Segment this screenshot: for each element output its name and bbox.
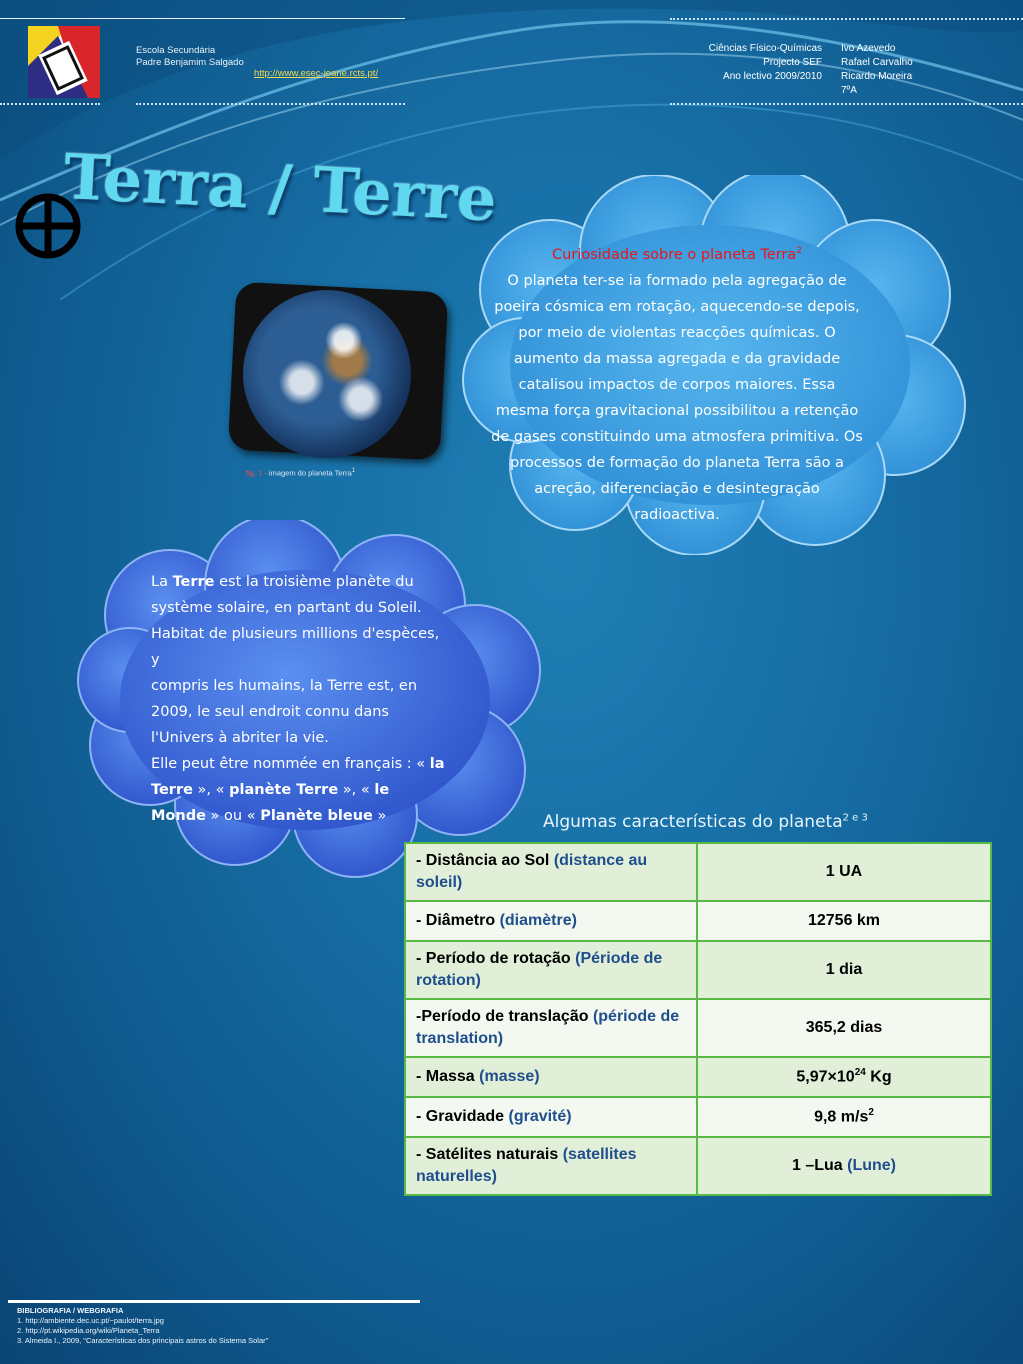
value-cell: 365,2 dias: [697, 999, 991, 1057]
value-text: 5,97×10: [796, 1068, 855, 1086]
project: Projecto SEF: [763, 57, 822, 68]
table-row: [405, 1137, 991, 1195]
value-exponent: 24: [854, 1067, 866, 1079]
value-exponent: 2: [868, 1107, 874, 1119]
table-row: [405, 999, 991, 1057]
author: Rafael Carvalho: [841, 57, 913, 68]
fr-text: est la troisième planète du: [214, 574, 414, 590]
fr-bold: la: [429, 756, 445, 772]
table-title-text: Algumas características do planeta: [543, 812, 843, 832]
earth-photo: [243, 290, 411, 458]
value-cell: [697, 1097, 991, 1137]
property-cell: [405, 1137, 697, 1195]
curiosity-title-text: Curiosidade sobre o planeta Terra: [552, 246, 797, 263]
figure-caption: [246, 468, 355, 478]
curiosity-line: de gases constituindo uma atmosfera primitiva. Os: [491, 428, 863, 445]
curiosity-line: processos de formação do planeta Terra são a: [510, 454, 844, 471]
caption-fig: fig. 1 -: [246, 468, 267, 478]
school-logo-icon: [28, 26, 100, 98]
curiosity-line: catalisou impactos de corpos maiores. Essa: [518, 376, 836, 393]
fr-line: compris les humains, la Terre est, en: [151, 678, 418, 694]
school-line-2: Padre Benjamim Salgado: [136, 57, 244, 68]
french-text: [151, 569, 451, 829]
fr-bold: Terre: [172, 574, 215, 590]
author: Ivo Azevedo: [841, 43, 896, 54]
property-pt: - Gravidade: [416, 1108, 509, 1125]
fr-bold: Planète bleue: [260, 808, 373, 824]
header-dotted-rule: [0, 103, 100, 105]
curiosity-title-ref: 2: [796, 246, 802, 256]
header-dotted-rule: [136, 103, 405, 105]
caption-text: imagem do planeta Terra: [266, 468, 352, 478]
property-fr: (période de translation): [416, 1008, 680, 1047]
fr-text: La: [151, 574, 173, 590]
table-title-ref: 2 e 3: [842, 812, 868, 824]
header-dotted-rule: [670, 103, 1023, 105]
fr-bold: Monde: [151, 808, 206, 824]
bibliography-heading: BIBLIOGRAFIA / WEBGRAFIA: [17, 1306, 124, 1315]
property-pt: - Diâmetro: [416, 912, 500, 929]
bibliography-item: 3. Almeida I., 2009, "Características dos principais astros do Sistema Solar": [17, 1336, 269, 1345]
header-rule: [0, 18, 405, 19]
authors: [841, 42, 913, 98]
curiosity-line: mesma força gravitacional possibilitou a retenção: [495, 402, 859, 419]
value-cell: 1 UA: [697, 843, 991, 901]
bibliography: [17, 1306, 268, 1346]
property-cell: [405, 901, 697, 941]
property-cell: [405, 843, 697, 901]
bibliography-item: 2. http://pt.wikipedia.org/wiki/Planeta_Terra: [17, 1326, 160, 1335]
curiosity-line: acreção, diferenciação e desintegração: [534, 480, 820, 497]
property-cell: [405, 1097, 697, 1137]
property-pt: - Massa: [416, 1068, 480, 1085]
fr-bold: Terre: [151, 782, 193, 798]
fr-text: Elle peut être nommée en français : «: [151, 756, 430, 772]
fr-line: l'Univers à abriter la vie.: [151, 730, 329, 746]
curiosity-line: radioactiva.: [634, 506, 720, 523]
table-row: [405, 901, 991, 941]
characteristics-table: [404, 842, 992, 1196]
fr-line: 2009, le seul endroit connu dans: [151, 704, 389, 720]
property-fr: (distance au soleil): [416, 852, 648, 891]
school-name: [136, 45, 244, 69]
value-cell: 12756 km: [697, 901, 991, 941]
value-fr: (Lune): [847, 1157, 896, 1174]
property-cell: [405, 941, 697, 999]
school-year: Ano lectivo 2009/2010: [723, 71, 822, 82]
property-pt: -Período de translação: [416, 1008, 593, 1025]
author: Ricardo Moreira: [841, 71, 913, 82]
fr-text: », «: [338, 782, 375, 798]
property-pt: - Satélites naturais: [416, 1146, 563, 1163]
fr-text: », «: [192, 782, 230, 798]
curiosity-title: [487, 238, 867, 268]
school-url-link[interactable]: http://www.esec-joane.rcts.pt/: [254, 68, 379, 79]
caption-ref: 1: [351, 468, 356, 474]
table-row: [405, 843, 991, 901]
property-fr: (satellites naturelles): [416, 1146, 637, 1185]
property-fr: (Période de rotation): [416, 950, 663, 989]
table-title: [543, 812, 868, 832]
value-text: 1 –Lua: [791, 1157, 848, 1174]
curiosity-line: por meio de violentas reacções químicas. O: [518, 324, 836, 341]
property-fr: (diamètre): [499, 912, 577, 929]
table-row: [405, 1057, 991, 1097]
fr-bold: planète Terre: [229, 782, 339, 798]
value-cell: [697, 1057, 991, 1097]
property-cell: [405, 1057, 697, 1097]
school-line-1: Escola Secundária: [136, 45, 216, 56]
fr-text: » ou «: [205, 808, 261, 824]
class-label: 7ºA: [841, 85, 857, 96]
property-fr: (gravité): [508, 1108, 572, 1125]
value-text: 9,8 m/s: [814, 1108, 869, 1126]
fr-line: système solaire, en partant du Soleil.: [151, 600, 422, 616]
curiosity-line: O planeta ter-se ia formado pela agregação de: [507, 272, 847, 289]
page-title: Terra / Terre: [62, 140, 499, 236]
property-cell: [405, 999, 697, 1057]
curiosity-text: [487, 238, 867, 528]
property-pt: - Distância ao Sol: [416, 852, 554, 869]
fr-text: »: [372, 808, 387, 824]
value-unit: Kg: [865, 1068, 892, 1086]
bibliography-item: 1. http://ambiente.dec.uc.pt/~paulot/terra.jpg: [17, 1316, 164, 1325]
table-row: [405, 1097, 991, 1137]
value-cell: 1 dia: [697, 941, 991, 999]
subject: Ciências Físico-Químicas: [708, 43, 822, 54]
fr-line: Habitat de plusieurs millions d'espèces, y: [151, 626, 440, 668]
property-pt: - Período de rotação: [416, 950, 576, 967]
table-row: [405, 941, 991, 999]
project-info: [690, 42, 822, 84]
property-fr: (masse): [479, 1068, 540, 1085]
bibliography-rule: [8, 1300, 420, 1303]
fr-bold: le: [374, 782, 390, 798]
curiosity-line: aumento da massa agregada e da gravidade: [513, 350, 841, 367]
value-cell: [697, 1137, 991, 1195]
curiosity-line: poeira cósmica em rotação, aquecendo-se depois,: [494, 298, 860, 315]
header-dotted-rule: [670, 18, 1023, 20]
